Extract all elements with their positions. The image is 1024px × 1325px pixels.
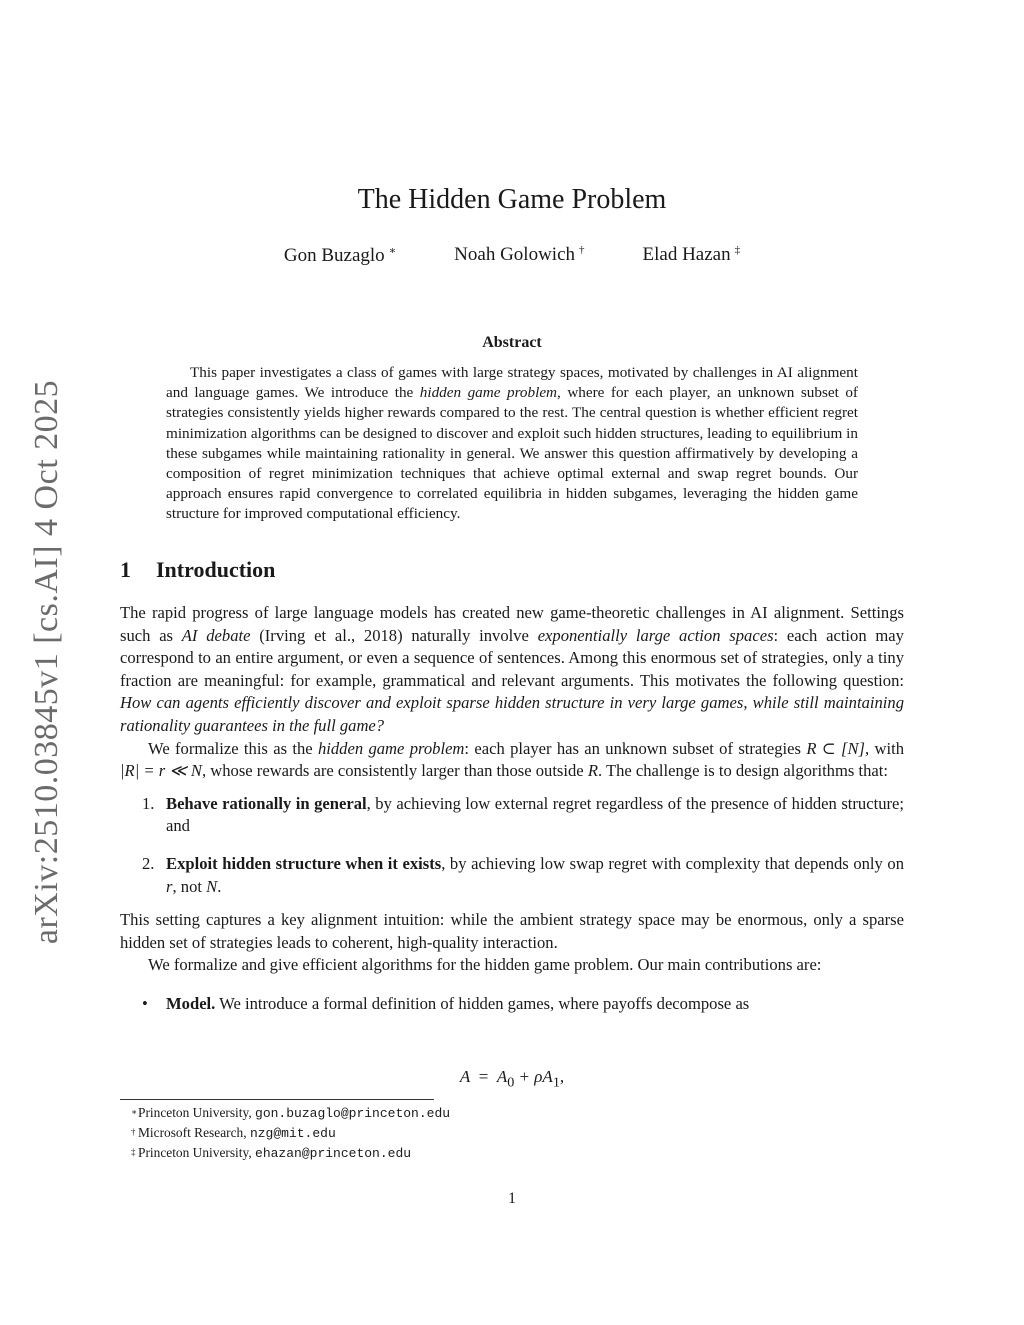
section-number: 1 <box>120 557 131 582</box>
list-marker: 1. <box>142 793 155 813</box>
math-inline: [N] <box>841 738 866 758</box>
enumerated-list <box>120 793 904 898</box>
text-run: , with <box>865 738 904 758</box>
list-item-title: Behave rationally in general <box>166 793 367 813</box>
paragraph: We formalize and give efficient algorithms for the hidden game problem. Our main contributions are: <box>148 955 822 975</box>
author-list <box>0 244 1024 267</box>
list-item-text: , not <box>172 876 207 896</box>
author <box>454 244 584 267</box>
paragraph <box>120 738 904 783</box>
footnote-mark: ‡ <box>131 1147 136 1157</box>
footnote-affiliation: Microsoft Research, <box>138 1125 250 1140</box>
text-run: : each action may correspond to an entire argument, or even a sequence of sentences. Among this enormous set of strategies, only a tiny fraction are meaningful: for example, grammatical and relevant arguments. This motivates the following question: <box>120 625 904 690</box>
email-link[interactable]: nzg@mit.edu <box>249 1126 336 1141</box>
equation-subscript: 0 <box>507 1074 515 1091</box>
equation-part: + ρA <box>514 1067 553 1086</box>
equation-part: A <box>459 1067 471 1086</box>
introduction-body <box>120 602 904 1031</box>
paper-title: The Hidden Game Problem <box>357 184 667 215</box>
abstract-text-part: This paper investigates a class of games with large strategy spaces, motivated by challenges in AI alignment and language games. We introduce the <box>166 364 858 402</box>
text-run: , whose rewards are consistently larger than those outside <box>201 761 588 781</box>
emphasis: hidden game problem <box>317 738 465 758</box>
bullet-marker: • <box>142 993 148 1013</box>
list-item-text: We introduce a formal definition of hidden games, where payoffs decompose as <box>215 993 750 1013</box>
math-inline: |R| = r ≪ N <box>120 761 202 781</box>
abstract-heading: Abstract <box>482 334 542 351</box>
abstract-text-part: , where for each player, an unknown subset of strategies consistently yields higher rewards compared to the rest. The central question is whether efficient regret minimization algorithms can be designed to discover and exploit such hidden structures, leading to equilibrium in these subgames while maintaining rationality in general. We answer this question affirmatively by developing a composition of regret minimization techniques that achieve optimal external and swap regret bounds. Our approach ensures rapid convergence to correlated equilibria in hidden subgames, leveraging the hidden game structure for improved computational efficiency. <box>166 384 858 523</box>
abstract-emphasis: hidden game problem <box>419 384 558 402</box>
emphasis: exponentially large action spaces <box>537 625 774 645</box>
author-footnote-mark[interactable]: † <box>579 244 585 256</box>
equation-subscript: 1 <box>552 1074 560 1091</box>
equation-part: A <box>496 1067 508 1086</box>
research-question: How can agents efficiently discover and exploit sparse hidden structure in very large games, while still maintaining rationality guarantees in the full game? <box>120 693 904 735</box>
math-inline: R <box>587 761 598 781</box>
section-heading <box>120 557 275 583</box>
abstract-text <box>166 363 858 525</box>
author-name: Elad Hazan <box>642 244 731 265</box>
footnote-affiliation: Princeton University, <box>138 1105 256 1120</box>
footnotes <box>131 1103 451 1163</box>
footnote <box>131 1103 451 1123</box>
footnote-mark: ∗ <box>131 1107 138 1117</box>
author-name: Noah Golowich <box>454 244 576 265</box>
list-marker: 2. <box>142 853 155 873</box>
list-item-text: , by achieving low external regret regardless of the presence of hidden structure; and <box>166 793 904 836</box>
list-item <box>120 793 904 838</box>
text-run: We formalize this as the <box>148 738 318 758</box>
list-item-title: Exploit hidden structure when it exists <box>166 853 442 873</box>
author <box>284 244 396 267</box>
text-run: The rapid progress of large language models has created new game-theoretic challenges in AI alignment. Settings such as <box>120 603 904 645</box>
section-title: Introduction <box>156 557 276 582</box>
paragraph <box>120 602 904 738</box>
arxiv-identifier-stamp: arXiv:2510.03845v1 [cs.AI] 4 Oct 2025 <box>28 379 65 945</box>
text-run: : each player has an unknown subset of strategies <box>464 738 807 758</box>
list-item <box>120 993 904 1016</box>
footnote <box>131 1123 450 1143</box>
bullet-list <box>120 993 904 1016</box>
author-footnote-mark[interactable]: ∗ <box>388 245 397 257</box>
citation-text[interactable]: (Irving et al., 2018) naturally involve <box>250 625 538 645</box>
footnote-divider <box>120 1099 434 1100</box>
email-link[interactable]: gon.buzaglo@princeton.edu <box>255 1106 451 1121</box>
text-run: . The challenge is to design algorithms that: <box>597 761 888 781</box>
equation-part: , <box>559 1067 565 1086</box>
email-link[interactable]: ehazan@princeton.edu <box>255 1146 412 1161</box>
display-equation <box>0 1067 1024 1091</box>
author-footnote-mark[interactable]: ‡ <box>734 244 741 256</box>
footnote-mark: † <box>131 1127 136 1137</box>
math-inline: R ⊂ <box>806 738 836 758</box>
author-name: Gon Buzaglo <box>283 245 385 266</box>
page-number: 1 <box>508 1190 516 1207</box>
emphasis: AI debate <box>181 625 251 645</box>
footnote <box>131 1143 450 1163</box>
footnote-affiliation: Princeton University, <box>138 1145 256 1160</box>
list-item-text: , by achieving low swap regret with complexity that depends only on <box>441 853 904 873</box>
math-inline: r <box>166 876 173 896</box>
math-inline: N <box>206 876 218 896</box>
list-item-title: Model. <box>166 993 216 1013</box>
list-item <box>120 853 904 898</box>
author <box>643 244 741 267</box>
list-item-text: . <box>217 876 222 896</box>
equation-part: = <box>478 1067 489 1086</box>
paragraph: This setting captures a key alignment intuition: while the ambient strategy space may be enormous, only a sparse hidden set of strategies leads to coherent, high-quality interaction. <box>120 910 904 952</box>
